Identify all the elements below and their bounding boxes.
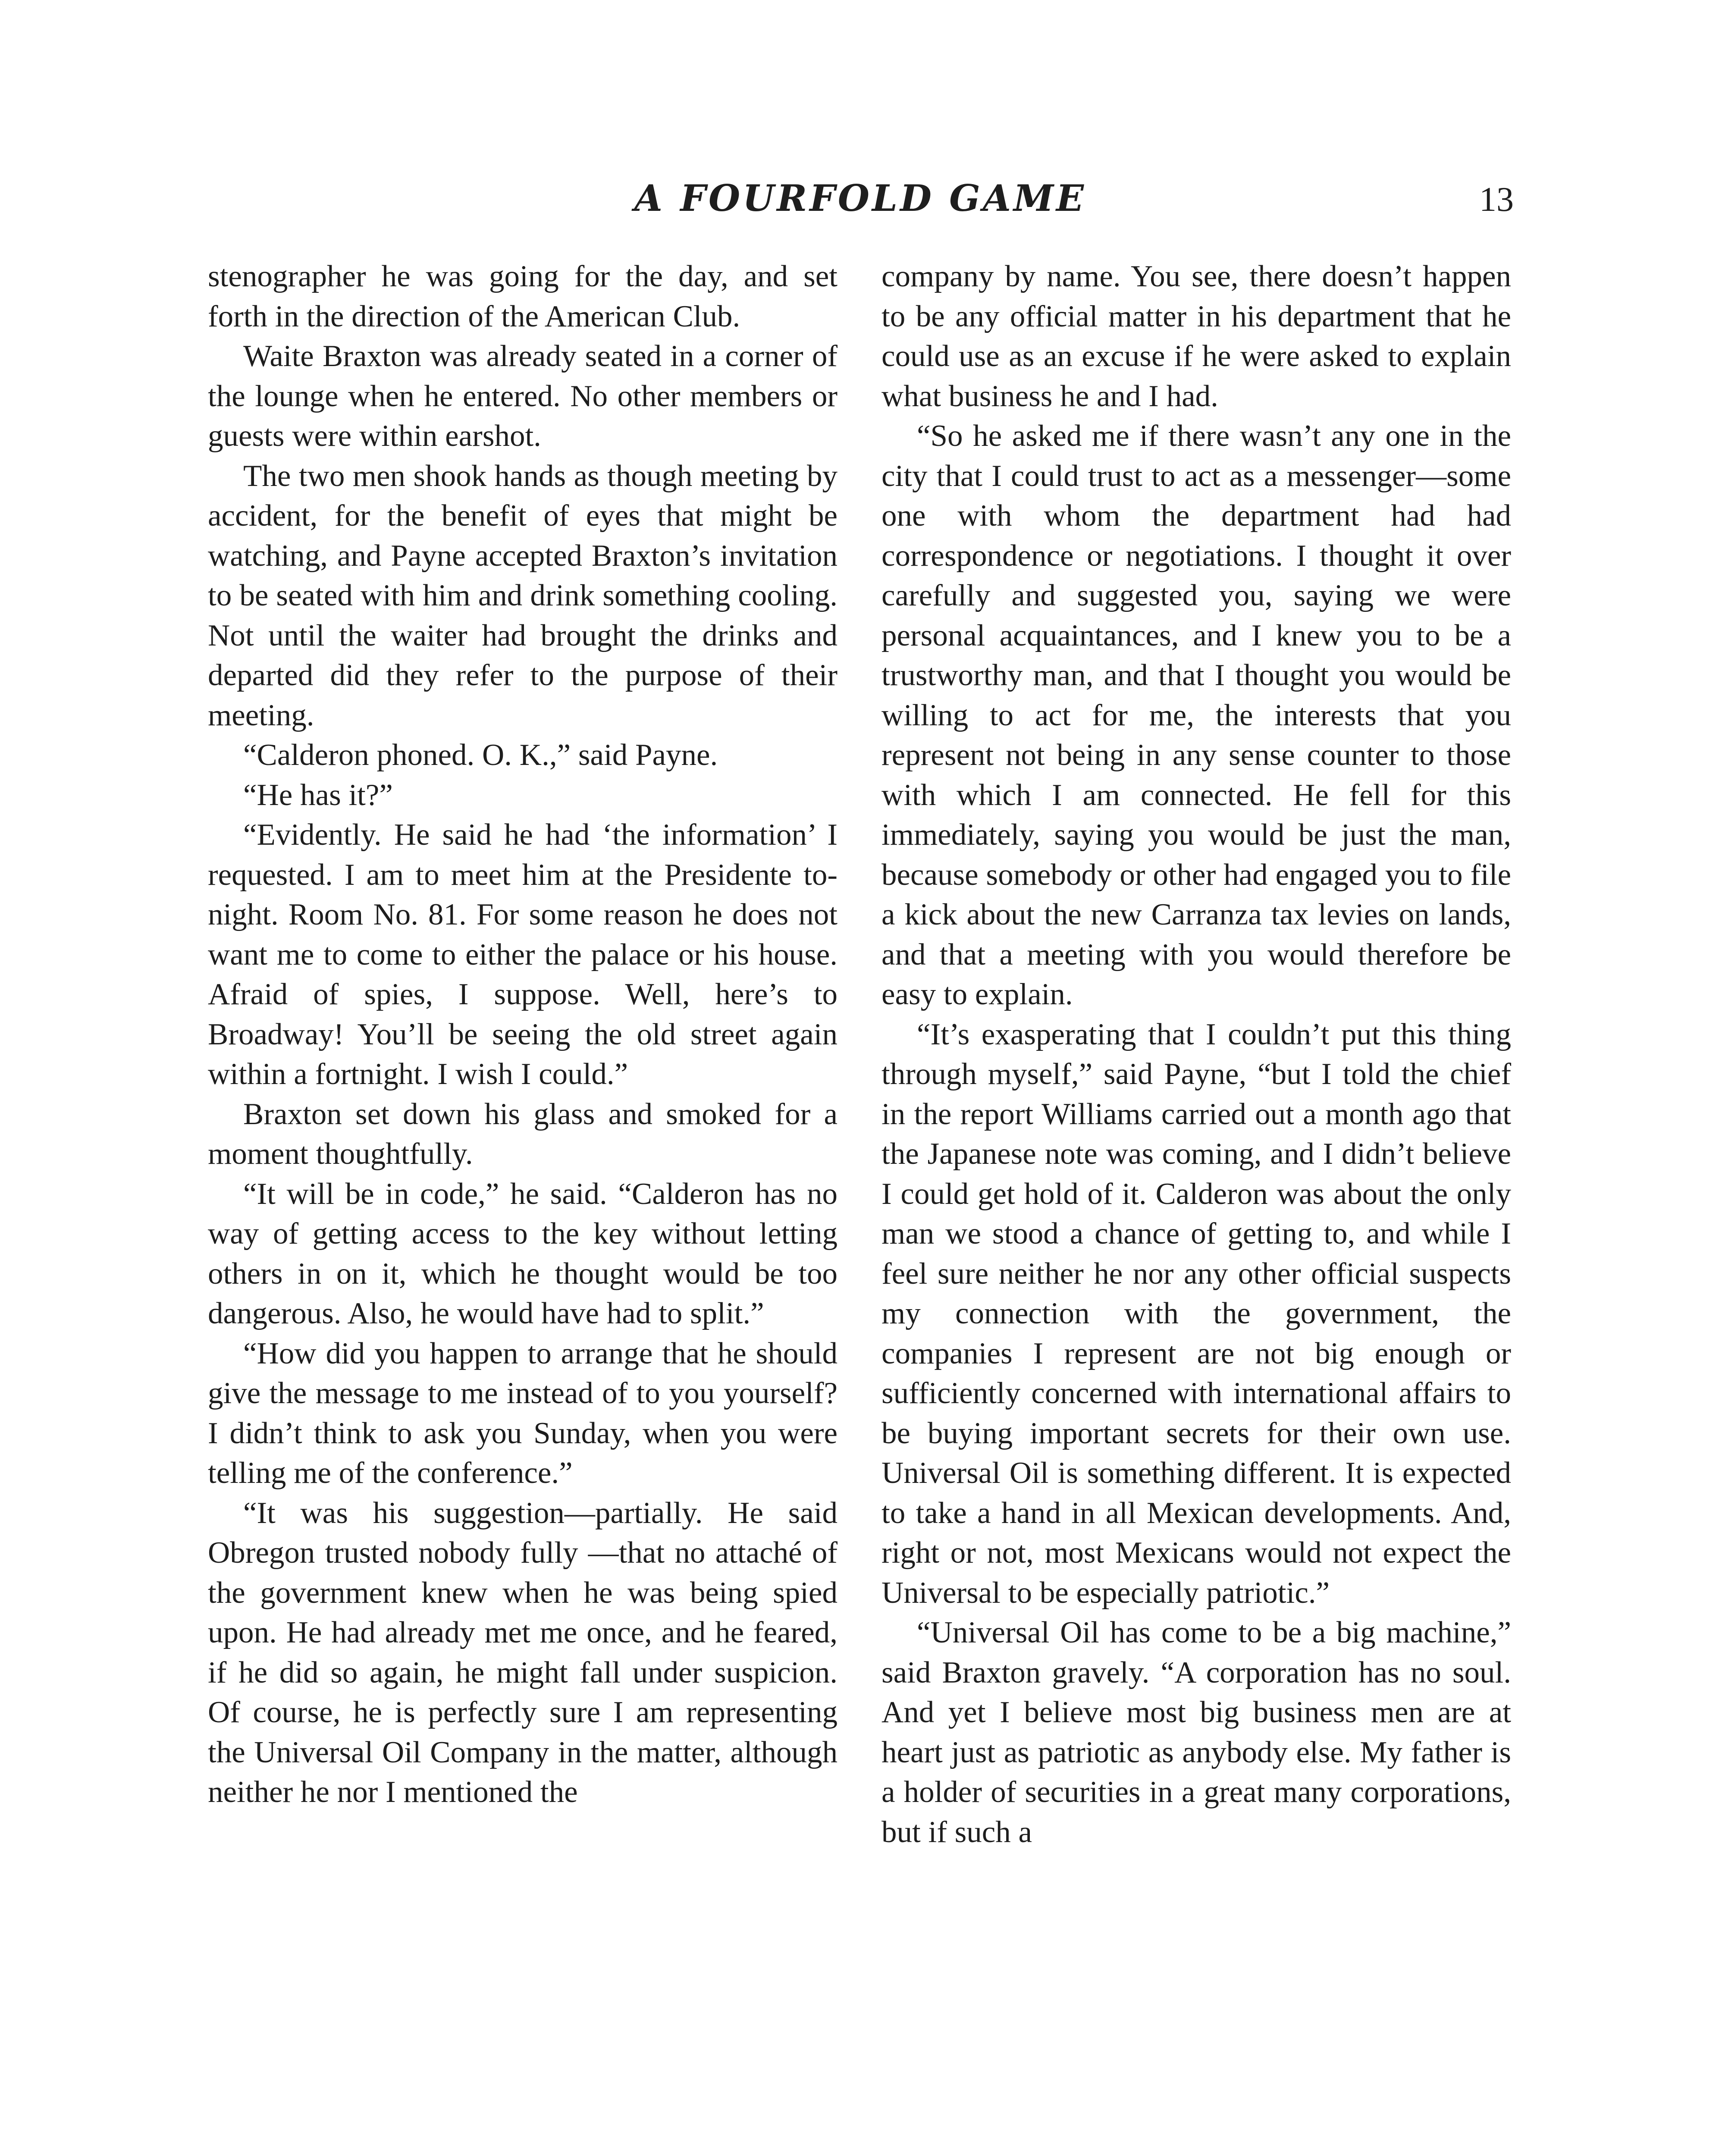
paragraph: Waite Braxton was already seated in a corner of the lounge when he entered. No other members or guests were within earshot.: [208, 339, 838, 453]
paragraph: “He has it?”: [243, 778, 393, 812]
running-head: [207, 172, 1514, 233]
paragraph: “It’s exasperating that I couldn’t put this thing through myself,” said Payne, “but I told the chief in the report Williams carried out a month ago that the Japanese note was coming, and I didn’t believe I could get hold of it. Calderon was about the only man we stood a chance of getting to, and while I feel sure neither he nor any other official suspects my connection with the government, the companies I represent are not big enough or sufficiently concerned with international affairs to be buying important secrets for their own use. Universal Oil is something different. It is expected to take a hand in all Mexican developments. And, right or not, most Mexicans would not expect the Universal to be especially patriotic.”: [881, 1017, 1511, 1610]
paragraph: stenographer he was going for the day, and set forth in the direction of the American Club.: [208, 260, 838, 333]
page-number: 13: [1479, 181, 1514, 219]
paragraph: “It was his suggestion—partially. He said Obregon trusted nobody fully —that no attaché of the government knew when he was being spied upon. He had already met me once, and he feared, if he did so again, he might fall under suspicion. Of course, he is perfectly sure I am representing the Universal Oil Company in the matter, although neither he nor I mentioned the: [208, 1496, 838, 1809]
paragraph: “So he asked me if there wasn’t any one in the city that I could trust to act as a messenger—some one with whom the department had had correspondence or negotiations. I thought it over carefully and suggested you, saying we were personal acquaintances, and I knew you to be a trustworthy man, and that I thought you would be willing to act for me, the interests that you represent not being in any sense counter to those with which I am connected. He fell for this immediately, saying you would be just the man, because somebody or other had engaged you to file a kick about the new Carranza tax levies on lands, and that a meeting with you would therefore be easy to explain.: [881, 419, 1511, 1011]
running-title: A FOURFOLD GAME: [634, 177, 1087, 219]
paragraph: “Calderon phoned. O. K.,” said Payne.: [243, 738, 718, 772]
paragraph: “Evidently. He said he had ‘the information’ I requested. I am to meet him at the Presidente to-night. Room No. 81. For some reason he does not want me to come to either the palace or his house. Afraid of spies, I suppose. Well, here’s to Broadway! You’ll be seeing the old street again within a fortnight. I wish I could.”: [208, 818, 838, 1091]
paragraph: The two men shook hands as though meeting by accident, for the benefit of eyes that might be watching, and Payne accepted Braxton’s invitation to be seated with him and drink something cooling. Not until the waiter had brought the drinks and departed did they refer to the purpose of their meeting.: [208, 459, 838, 732]
paragraph: Braxton set down his glass and smoked for a moment thoughtfully.: [208, 1097, 838, 1171]
paragraph: “How did you happen to arrange that he should give the message to me instead of to you yourself? I didn’t think to ask you Sunday, when you were telling me of the conference.”: [208, 1336, 838, 1490]
paragraph: company by name. You see, there doesn’t happen to be any official matter in his department that he could use as an excuse if he were asked to explain what business he and I had.: [881, 260, 1511, 413]
paragraph: “It will be in code,” he said. “Calderon has no way of getting access to the key without letting others in on it, which he thought would be too dangerous. Also, he would have had to split.”: [208, 1177, 838, 1330]
right-column: [881, 257, 1511, 1852]
paragraph: “Universal Oil has come to be a big machine,” said Braxton gravely. “A corporation has no soul. And yet I believe most big business men are at heart just as patriotic as anybody else. My father is a holder of securities in a great many corporations, but if such a: [881, 1616, 1511, 1849]
left-column: [208, 257, 838, 1812]
